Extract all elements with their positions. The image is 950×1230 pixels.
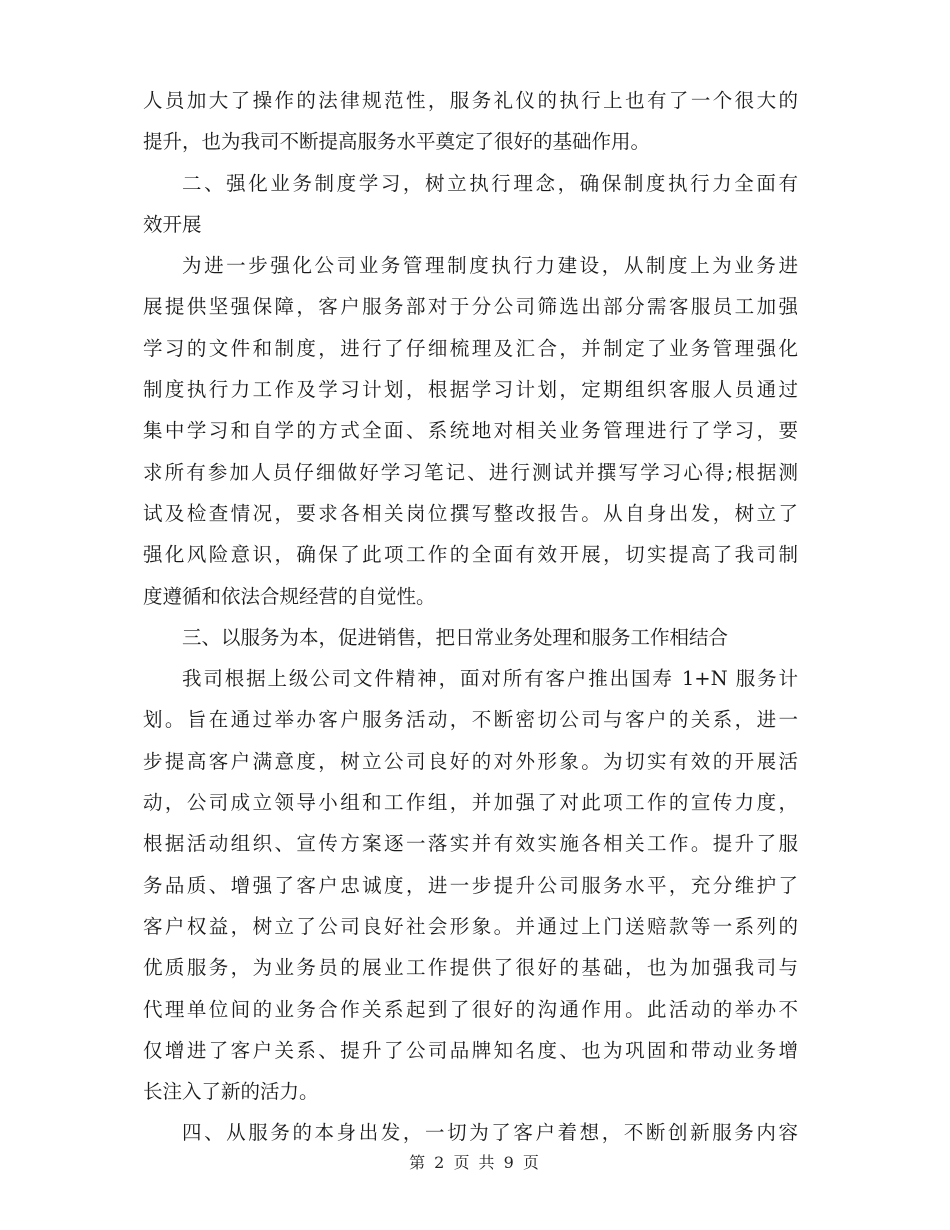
text-line: 代理单位间的业务合作关系起到了很好的沟通作用。此活动的举办不 [143, 997, 798, 1021]
text-line: 动，公司成立领导小组和工作组，并加强了对此项工作的宣传力度， [143, 791, 798, 815]
text-line: 制度执行力工作及学习计划，根据学习计划，定期组织客服人员通过 [143, 378, 798, 402]
text-line: 根据活动组织、宣传方案逐一落实并有效实施各相关工作。提升了服 [143, 832, 798, 856]
text-line: 划。旨在通过举办客户服务活动，不断密切公司与客户的关系，进一 [143, 708, 798, 732]
text-line: 客户权益，树立了公司良好社会形象。并通过上门送赔款等一系列的 [143, 914, 798, 938]
document-body [143, 80, 798, 1154]
text-line: 求所有参加人员仔细做好学习笔记、进行测试并撰写学习心得;根据测 [143, 460, 798, 484]
page-number-footer: 第 2 页 共 9 页 [409, 1153, 541, 1172]
text-line: 我司根据上级公司文件精神，面对所有客户推出国寿 1+N 服务计 [182, 667, 798, 691]
text-line: 长注入了新的活力。 [143, 1080, 319, 1104]
text-line: 二、强化业务制度学习，树立执行理念，确保制度执行力全面有 [182, 171, 798, 195]
text-line: 效开展 [143, 212, 202, 236]
text-line: 强化风险意识，确保了此项工作的全面有效开展，切实提高了我司制 [143, 543, 798, 567]
text-line: 人员加大了操作的法律规范性，服务礼仪的执行上也有了一个很大的 [143, 89, 798, 112]
text-line: 三、以服务为本，促进销售，把日常业务处理和服务工作相结合 [182, 625, 729, 649]
text-line: 优质服务，为业务员的展业工作提供了很好的基础，也为加强我司与 [143, 956, 798, 980]
text-line: 试及检查情况，要求各相关岗位撰写整改报告。从自身出发，树立了 [143, 501, 798, 525]
text-line: 展提供坚强保障，客户服务部对于分公司筛选出部分需客服员工加强 [143, 295, 798, 319]
text-line: 仅增进了客户关系、提升了公司品牌知名度、也为巩固和带动业务增 [143, 1038, 798, 1062]
text-line: 集中学习和自学的方式全面、系统地对相关业务管理进行了学习，要 [143, 419, 798, 443]
text-line: 提升，也为我司不断提高服务水平奠定了很好的基础作用。 [143, 130, 651, 154]
text-line: 务品质、增强了客户忠诚度，进一步提升公司服务水平，充分维护了 [143, 873, 798, 897]
text-line: 为进一步强化公司业务管理制度执行力建设，从制度上为业务进 [182, 254, 798, 278]
text-line: 步提高客户满意度，树立公司良好的对外形象。为切实有效的开展活 [143, 749, 798, 773]
text-line: 学习的文件和制度，进行了仔细梳理及汇合，并制定了业务管理强化 [143, 336, 798, 360]
text-line: 四、从服务的本身出发，一切为了客户着想，不断创新服务内容 [182, 1121, 798, 1145]
text-line: 度遵循和依法合规经营的自觉性。 [143, 584, 436, 608]
